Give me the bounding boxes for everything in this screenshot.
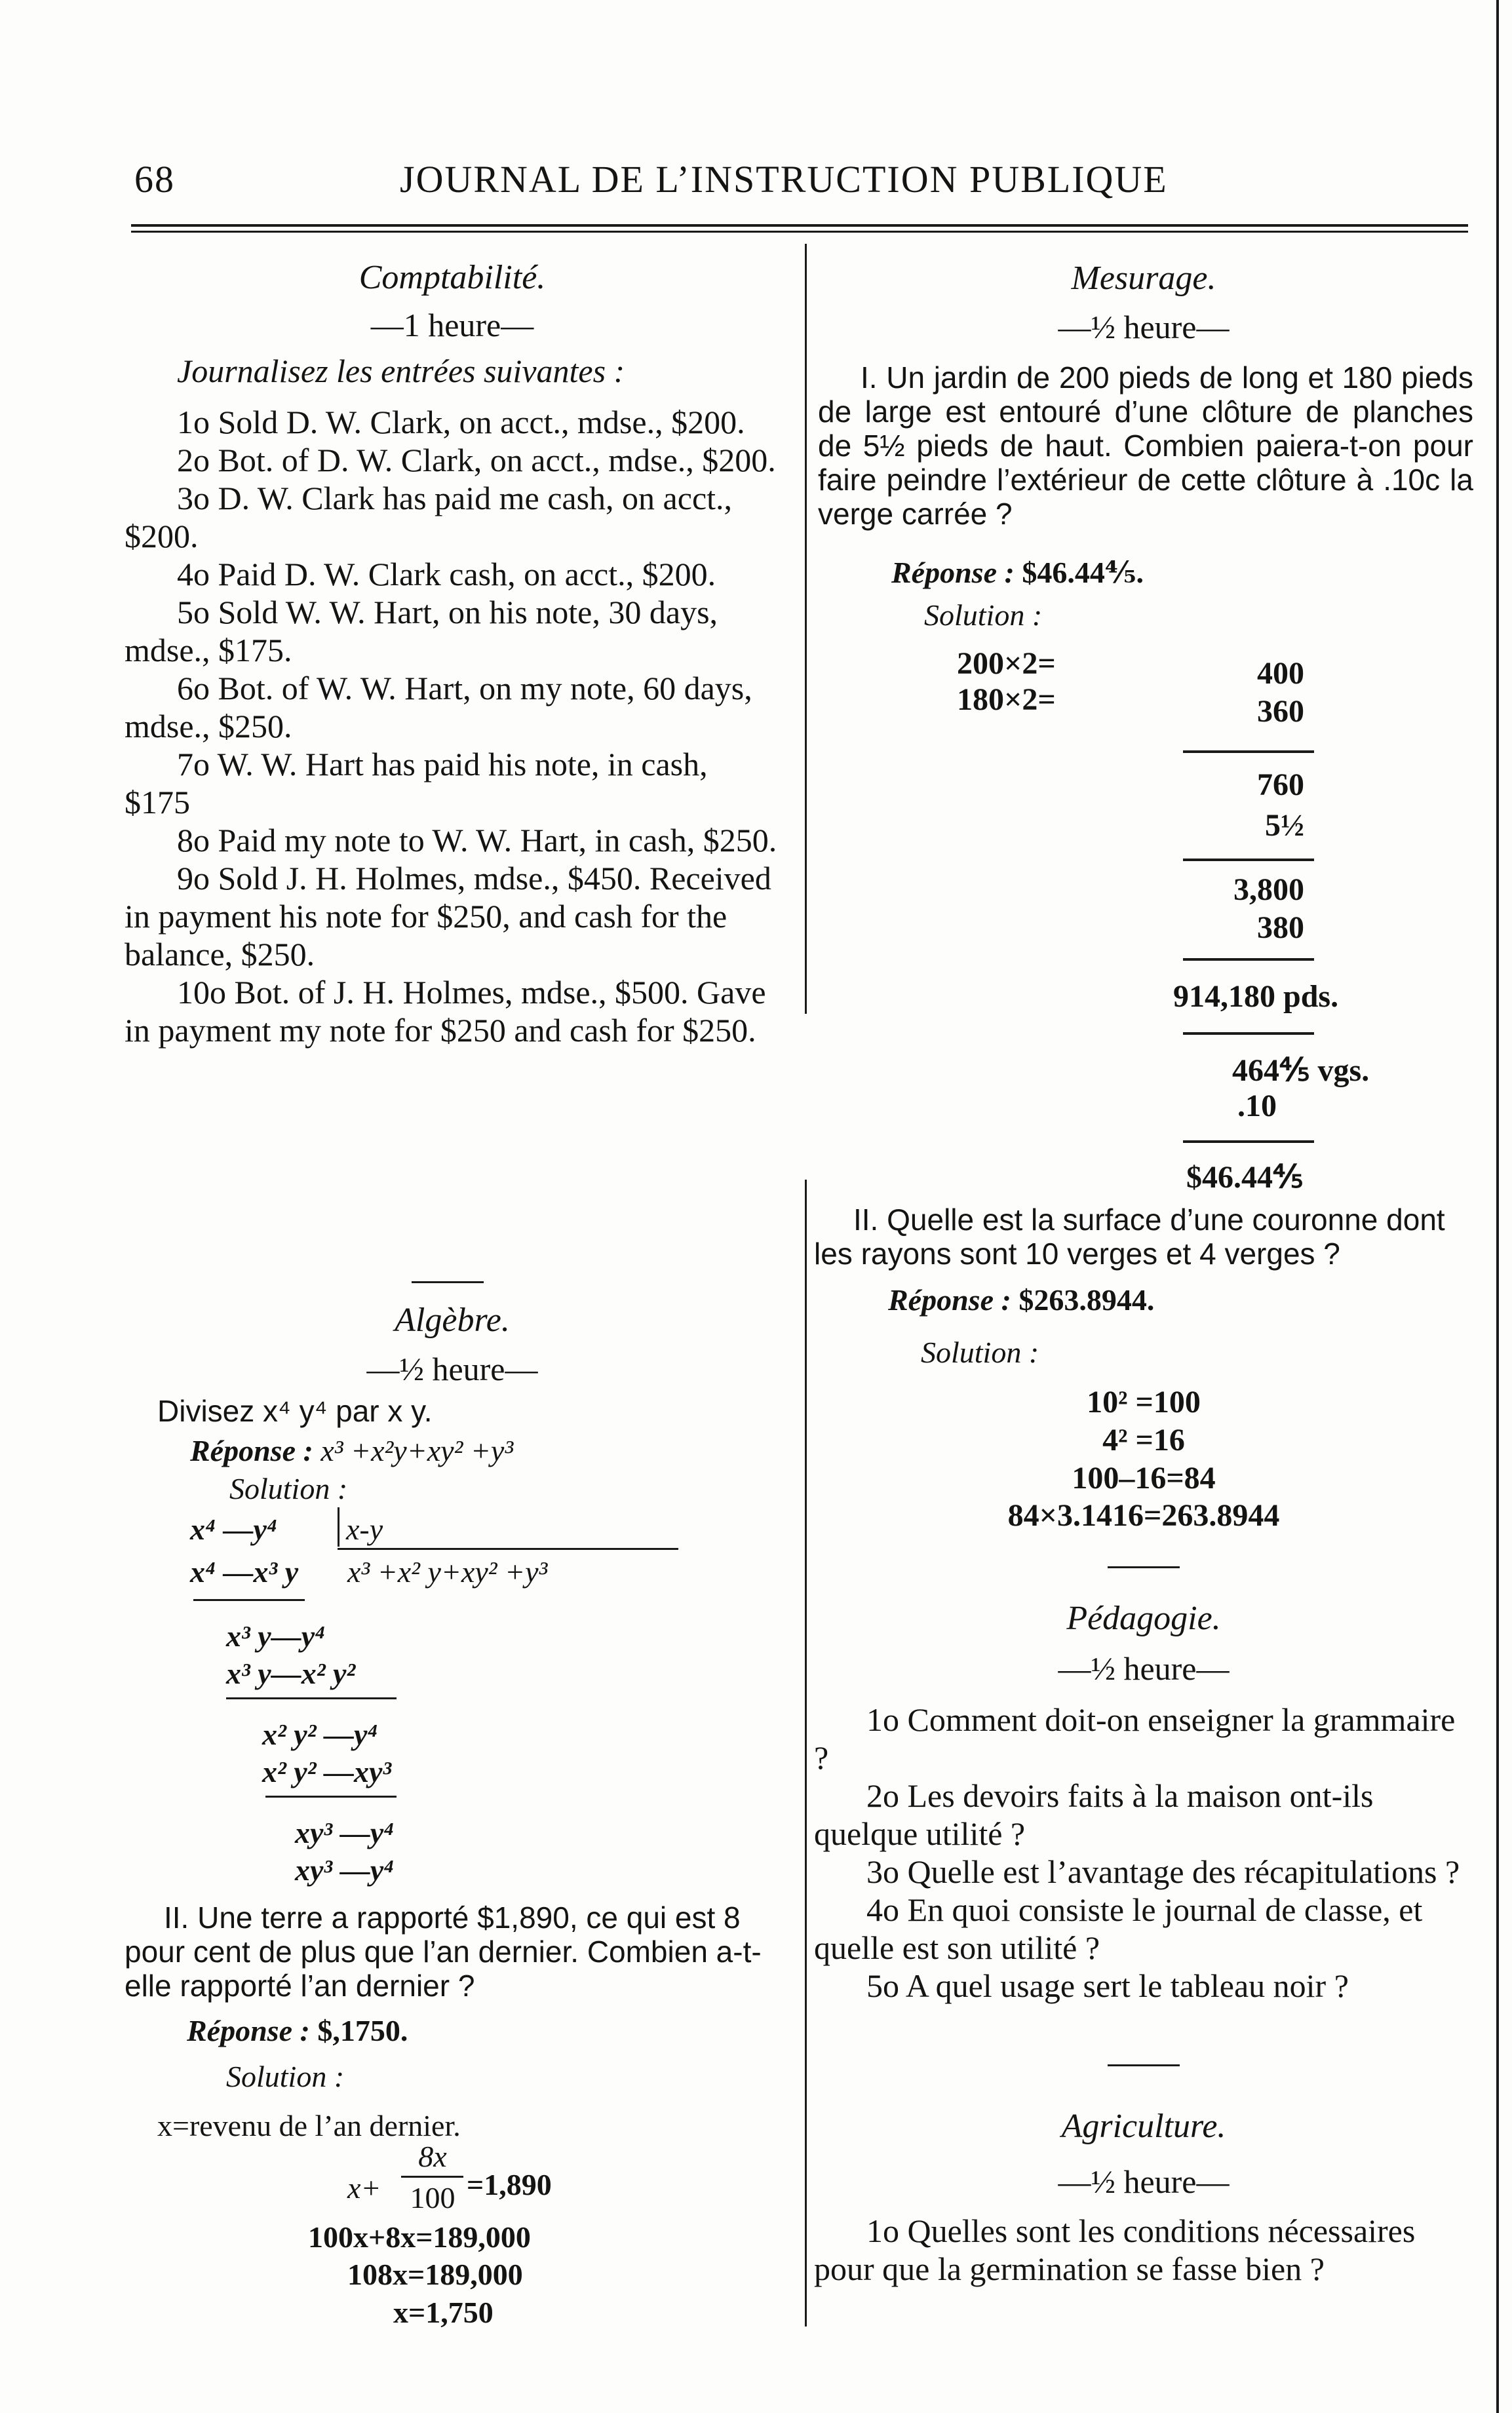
comptabilite-section <box>125 259 780 1049</box>
section-duration: —1 heure— <box>370 307 534 343</box>
section-duration: —½ heure— <box>1058 309 1230 345</box>
reponse-label: Réponse : <box>891 556 1015 589</box>
solution-line: 108x=189,000 <box>347 2258 523 2291</box>
division-dividend: x⁴ —y⁴ <box>190 1513 277 1546</box>
column-divider-lower <box>805 1180 807 2326</box>
entry: 10o Bot. of J. H. Holmes, mdse., $500. Gave in payment my note for $250 and cash for $250. <box>125 974 766 1049</box>
section-divider <box>1108 1566 1180 1568</box>
division-step: xy³ —y⁴ <box>295 1853 395 1887</box>
division-step: x³ y—x² y² <box>226 1657 356 1690</box>
reponse-label: Réponse : <box>888 1283 1011 1317</box>
calc-rule <box>1183 1140 1314 1143</box>
section-heading: Agriculture. <box>1061 2108 1226 2145</box>
column-divider-upper <box>805 244 807 1014</box>
calc-value: 760 <box>1257 767 1304 802</box>
page-edge <box>1496 0 1499 2413</box>
list-item: 1o Comment doit-on enseigner la grammaire ? <box>814 1701 1456 1776</box>
list-item: 3o Quelle est l’avantage des récapitulations ? <box>866 1853 1460 1890</box>
division-rule <box>226 1697 397 1699</box>
reponse-value: $46.44⅘. <box>1022 556 1144 589</box>
calc-rule <box>1183 750 1314 753</box>
entry: 4o Paid D. W. Clark cash, on acct., $200. <box>177 556 716 592</box>
solution-line: x=revenu de l’an dernier. <box>157 2109 461 2142</box>
header-rule-bottom <box>131 231 1468 233</box>
entry: 5o Sold W. W. Hart, on his note, 30 days, mdse., $175. <box>125 594 718 668</box>
division-step: x² y² —xy³ <box>262 1755 392 1788</box>
section-duration: —½ heure— <box>1058 2163 1230 2200</box>
header-rule-top <box>131 224 1468 227</box>
journal-title: JOURNAL DE L’INSTRUCTION PUBLIQUE <box>400 158 1168 201</box>
division-step: x³ y—y⁴ <box>226 1619 326 1653</box>
section-heading: Pédagogie. <box>1066 1600 1221 1637</box>
calc-total: 914,180 pds. <box>1173 979 1339 1014</box>
section-heading: Mesurage. <box>1071 260 1216 297</box>
list-item: 5o A quel usage sert le tableau noir ? <box>866 1967 1349 2004</box>
division-step: x⁴ —x³ y <box>190 1555 299 1589</box>
division-rule <box>193 1599 305 1601</box>
solution-line: x=1,750 <box>393 2296 494 2329</box>
calc-expression: 200×2= <box>957 646 1056 681</box>
division-step: xy³ —y⁴ <box>295 1816 395 1849</box>
calc-value: 5½ <box>1265 808 1304 843</box>
solution-label: Solution : <box>226 2060 345 2093</box>
entry: 8o Paid my note to W. W. Hart, in cash, $250. <box>177 822 777 859</box>
instruction: Journalisez les entrées suivantes : <box>177 353 625 389</box>
divisor-rule <box>338 1548 678 1550</box>
calc-rule <box>1183 859 1314 861</box>
calc-value: 464⅘ vgs. <box>1232 1053 1370 1088</box>
list-item: 4o En quoi consiste le journal de classe, et quelle est son utilité ? <box>814 1891 1423 1966</box>
calc-value: 400 <box>1257 656 1304 691</box>
solution-label: Solution : <box>921 1336 1039 1369</box>
calc-value: 3,800 <box>1233 872 1304 907</box>
solution-line: 100–16=84 <box>1072 1461 1216 1496</box>
calc-value: 360 <box>1257 694 1304 729</box>
entry: 2o Bot. of D. W. Clark, on acct., mdse., $200. <box>177 442 776 478</box>
entry: 9o Sold J. H. Holmes, mdse., $450. Received in payment his note for $250, and cash for the balance, $250. <box>125 860 771 973</box>
page-number: 68 <box>134 158 175 201</box>
measurement-problem1: I. Un jardin de 200 pieds de long et 180 pieds de large est entouré d’une clôture de planches de 5½ pieds de haut. Combien paiera-t-on pour faire peindre l’extérieur de cette clôture à .10c la verge carrée ? <box>818 360 1473 531</box>
section-divider <box>412 1281 484 1283</box>
solution-line: 10² =100 <box>1087 1385 1201 1419</box>
solution-frac-right: =1,890 <box>467 2168 552 2201</box>
list-item: 2o Les devoirs faits à la maison ont-ils quelque utilité ? <box>814 1777 1374 1852</box>
algebra-question: Divisez x⁴ y⁴ par x y. <box>157 1394 433 1428</box>
division-divisor: x-y <box>346 1513 383 1546</box>
solution-line: 4² =16 <box>1102 1423 1185 1457</box>
agriculture-list <box>814 2212 1473 2288</box>
algebra-problem2: II. Une terre a rapporté $1,890, ce qui est 8 pour cent de plus que l’an dernier. Combien a-t-elle rapporté l’an dernier ? <box>125 1901 762 2003</box>
measurement-problem2: II. Quelle est la surface d’une couronne dont les rayons sont 10 verges et 4 verges ? <box>814 1203 1445 1271</box>
reponse-value: x³ +x²y+xy² +y³ <box>320 1434 514 1467</box>
reponse-label: Réponse : <box>190 1434 313 1467</box>
entry: 7o W. W. Hart has paid his note, in cash, $175 <box>125 746 708 820</box>
section-heading: Algèbre. <box>395 1302 510 1339</box>
section-duration: —½ heure— <box>366 1351 538 1387</box>
reponse-value: $,1750. <box>317 2014 408 2047</box>
division-bracket <box>338 1507 339 1547</box>
division-step: x² y² —y⁴ <box>262 1718 378 1751</box>
entry: 1o Sold D. W. Clark, on acct., mdse., $200. <box>177 404 745 440</box>
calc-final: $46.44⅘ <box>1186 1160 1304 1195</box>
fraction-bar <box>401 2176 463 2178</box>
entry: 6o Bot. of W. W. Hart, on my note, 60 days, mdse., $250. <box>125 670 752 744</box>
division-quotient: x³ +x² y+xy² +y³ <box>347 1555 548 1589</box>
division-rule <box>265 1796 397 1798</box>
solution-line: 84×3.1416=263.8944 <box>1007 1498 1280 1533</box>
solution-label: Solution : <box>924 598 1043 632</box>
calc-value: 380 <box>1257 910 1304 945</box>
calc-expression: 180×2= <box>957 682 1056 717</box>
frac-numerator: 8x <box>418 2140 447 2173</box>
frac-denominator: 100 <box>410 2181 456 2214</box>
solution-label: Solution : <box>229 1472 348 1505</box>
section-divider <box>1108 2064 1180 2066</box>
section-heading: Comptabilité. <box>359 259 546 296</box>
list-item: 1o Quelles sont les conditions nécessaires pour que la germination se fasse bien ? <box>814 2212 1416 2287</box>
section-duration: —½ heure— <box>1058 1650 1230 1687</box>
reponse-label: Réponse : <box>187 2014 310 2047</box>
entry: 3o D. W. Clark has paid me cash, on acct., $200. <box>125 480 733 554</box>
calc-rule <box>1183 1032 1314 1035</box>
solution-line: 100x+8x=189,000 <box>308 2220 531 2254</box>
reponse-value: $263.8944. <box>1018 1283 1155 1317</box>
pedagogie-list <box>814 1701 1473 2005</box>
solution-frac-left: x+ <box>347 2171 381 2205</box>
calc-rule <box>1183 958 1314 961</box>
calc-value: .10 <box>1237 1089 1277 1123</box>
